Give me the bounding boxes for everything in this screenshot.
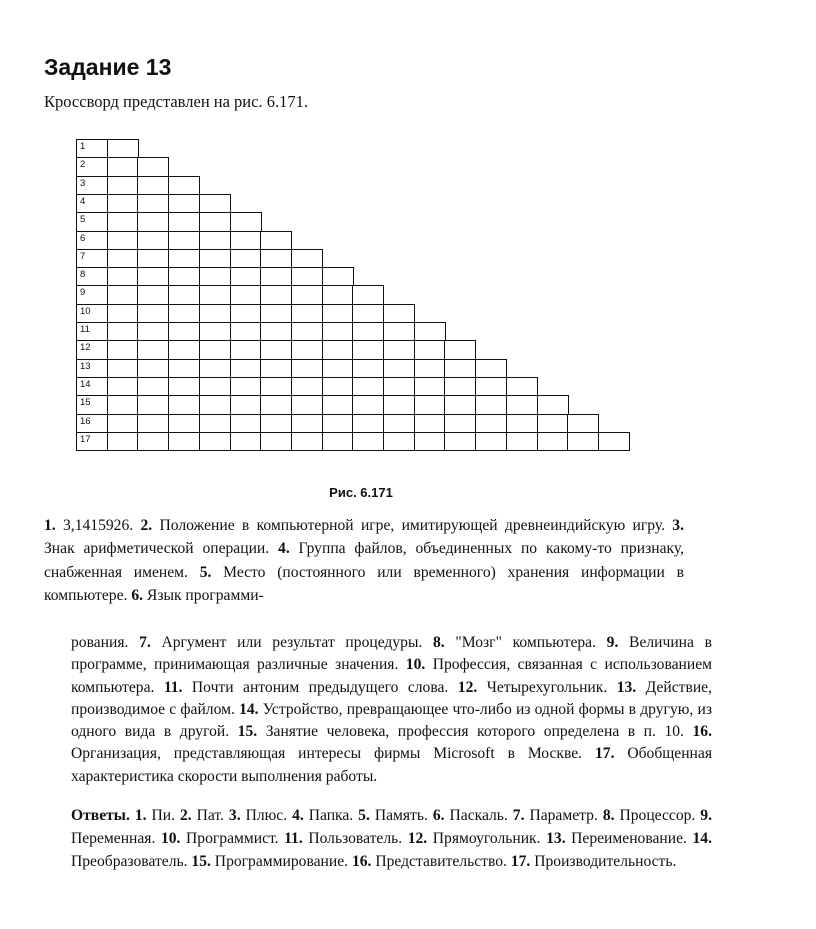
crossword-cell xyxy=(230,322,262,342)
item-text: Папка. xyxy=(303,807,359,824)
crossword-cell xyxy=(137,322,169,342)
crossword-cell xyxy=(137,432,169,452)
item-text: Переменная. xyxy=(71,829,161,847)
item-text: Пользователь. xyxy=(302,829,408,847)
crossword-row-number: 3 xyxy=(80,177,86,189)
item-text: Производительность. xyxy=(530,852,677,870)
crossword-row-number: 14 xyxy=(80,378,91,390)
crossword-cell xyxy=(322,340,354,360)
crossword-cell xyxy=(107,212,139,232)
crossword-cell xyxy=(444,432,476,452)
crossword-row-number: 10 xyxy=(80,305,91,317)
crossword-cell xyxy=(230,432,262,452)
crossword-cell xyxy=(322,322,354,342)
task-heading: Задание 13 xyxy=(44,54,172,80)
item-text: Паскаль. xyxy=(444,807,513,824)
crossword-cell xyxy=(199,304,231,324)
crossword-cell xyxy=(260,377,292,397)
item-text: Прямоугольник. xyxy=(427,829,547,847)
crossword-cell xyxy=(107,359,139,379)
crossword-cell xyxy=(291,359,323,379)
crossword-cell xyxy=(291,340,323,360)
crossword-cell xyxy=(383,304,415,324)
crossword-number-cell xyxy=(76,322,108,342)
crossword-cell xyxy=(137,231,169,251)
item-number: 9. xyxy=(700,807,712,824)
crossword-cell xyxy=(414,395,446,415)
item-number: 10. xyxy=(405,656,426,674)
crossword-cell xyxy=(414,414,446,434)
crossword-cell xyxy=(168,304,200,324)
crossword-row-number: 7 xyxy=(80,250,86,262)
crossword-cell xyxy=(414,432,446,452)
crossword-cell xyxy=(260,414,292,434)
crossword-cell xyxy=(199,414,231,434)
crossword-cell xyxy=(107,157,139,177)
item-number: 14. xyxy=(692,829,712,847)
item-text: Величина в программе, принимающая различные значения. xyxy=(71,634,712,674)
item-text: Параметр. xyxy=(524,807,603,824)
crossword-cell xyxy=(475,359,507,379)
item-number: 17. xyxy=(510,852,531,870)
crossword-number-cell xyxy=(76,432,108,452)
crossword-cell xyxy=(444,359,476,379)
item-text: Язык программи- xyxy=(143,586,264,604)
crossword-cell xyxy=(260,322,292,342)
crossword-cell xyxy=(444,377,476,397)
crossword-cell xyxy=(352,359,384,379)
crossword-number-cell xyxy=(76,285,108,305)
item-text: Программирование. xyxy=(210,852,352,870)
item-number: 8. xyxy=(433,634,445,651)
crossword-cell xyxy=(168,377,200,397)
item-text: 3,1415926. xyxy=(55,517,141,534)
item-number: 2. xyxy=(179,807,192,824)
crossword-cell xyxy=(383,395,415,415)
crossword-cell xyxy=(352,285,384,305)
item-number: 5. xyxy=(199,563,212,581)
crossword-cell xyxy=(322,267,354,287)
crossword-cell xyxy=(322,359,354,379)
crossword-cell xyxy=(475,377,507,397)
crossword-cell xyxy=(598,432,630,452)
crossword-number-cell xyxy=(76,359,108,379)
crossword-cell xyxy=(260,285,292,305)
crossword-cell xyxy=(137,359,169,379)
crossword-cell xyxy=(260,267,292,287)
crossword-cell xyxy=(230,414,262,434)
crossword-number-cell xyxy=(76,231,108,251)
item-text: Обобщенная характеристика скорости выполнения работы. xyxy=(71,745,712,785)
item-text: Представительство. xyxy=(371,852,511,870)
item-text: Профессия, связанная с использованием компьютера. xyxy=(71,656,712,696)
crossword-cell xyxy=(383,340,415,360)
crossword-cell xyxy=(137,340,169,360)
crossword-cell xyxy=(506,395,538,415)
item-text: Действие, производимое с файлом. xyxy=(71,678,712,718)
crossword-row-number: 6 xyxy=(80,232,86,244)
crossword-cell xyxy=(168,231,200,251)
crossword-cell xyxy=(199,432,231,452)
crossword-cell xyxy=(199,377,231,397)
crossword-cell xyxy=(352,395,384,415)
crossword-cell xyxy=(107,231,139,251)
crossword-cell xyxy=(199,395,231,415)
clues-paragraph-1 xyxy=(44,514,684,607)
item-text: Четырехугольник. xyxy=(477,678,617,696)
crossword-cell xyxy=(230,267,262,287)
crossword-cell xyxy=(199,340,231,360)
crossword-number-cell xyxy=(76,249,108,269)
crossword-cell xyxy=(168,340,200,360)
crossword-cell xyxy=(291,377,323,397)
item-number: 4. xyxy=(278,540,290,558)
crossword-cell xyxy=(291,267,323,287)
crossword-cell xyxy=(475,432,507,452)
figure-caption xyxy=(0,485,816,500)
crossword-cell xyxy=(260,304,292,324)
crossword-cell xyxy=(137,304,169,324)
crossword-cell xyxy=(383,322,415,342)
crossword-number-cell xyxy=(76,194,108,214)
crossword-row-number: 13 xyxy=(80,360,91,372)
crossword-cell xyxy=(414,377,446,397)
item-number: 12. xyxy=(407,829,428,847)
crossword-cell xyxy=(291,304,323,324)
crossword-cell xyxy=(322,285,354,305)
item-text: Аргумент или результат процедуры. xyxy=(150,634,433,651)
crossword-cell xyxy=(537,414,569,434)
item-number: 2. xyxy=(140,517,153,534)
crossword-number-cell xyxy=(76,176,108,196)
crossword-cell xyxy=(137,414,169,434)
crossword-cell xyxy=(168,249,200,269)
crossword-cell xyxy=(352,377,384,397)
crossword-row-number: 9 xyxy=(80,287,86,299)
item-text: Пи. xyxy=(146,807,180,824)
crossword-row-number: 5 xyxy=(80,214,86,226)
item-number: 13. xyxy=(616,678,637,696)
crossword-cell xyxy=(230,249,262,269)
item-number: 10. xyxy=(160,829,181,847)
crossword-row-number: 15 xyxy=(80,397,91,409)
item-text: Память. xyxy=(369,807,433,824)
crossword-cell xyxy=(199,322,231,342)
crossword-cell xyxy=(168,322,200,342)
crossword-cell xyxy=(291,395,323,415)
crossword-cell xyxy=(137,212,169,232)
crossword-cell xyxy=(199,212,231,232)
crossword-cell xyxy=(260,432,292,452)
crossword-cell xyxy=(322,414,354,434)
item-number: 11. xyxy=(284,829,303,847)
item-number: 16. xyxy=(351,852,372,870)
item-text: Переименование. xyxy=(565,829,693,847)
crossword-row-number: 17 xyxy=(80,433,91,445)
item-number: 15. xyxy=(191,852,211,870)
crossword-cell xyxy=(107,285,139,305)
crossword-cell xyxy=(352,322,384,342)
item-text: Группа файлов, объединенных по какому-то признаку, снабженная именем. xyxy=(44,540,684,581)
crossword-cell xyxy=(475,414,507,434)
item-text: Преобразователь. xyxy=(71,852,192,870)
crossword-cell xyxy=(168,194,200,214)
figure-caption-text: Рис. 6.171 xyxy=(329,485,393,500)
crossword-cell xyxy=(291,249,323,269)
crossword-number-cell xyxy=(76,395,108,415)
item-number: 6. xyxy=(131,586,144,604)
crossword-cell xyxy=(199,267,231,287)
crossword-cell xyxy=(322,395,354,415)
item-number: 6. xyxy=(432,807,445,824)
crossword-cell xyxy=(137,194,169,214)
crossword-cell xyxy=(168,395,200,415)
crossword-cell xyxy=(107,414,139,434)
crossword-cell xyxy=(137,176,169,196)
crossword-cell xyxy=(414,322,446,342)
crossword-cell xyxy=(567,414,599,434)
crossword-cell xyxy=(414,359,446,379)
item-text: Устройство, превращающее что-либо из одной формы в другую, из одного вида в другой. xyxy=(71,700,713,741)
crossword-row-number: 1 xyxy=(80,141,86,152)
item-number: 7. xyxy=(139,634,151,651)
crossword-cell xyxy=(414,340,446,360)
crossword-cell xyxy=(291,432,323,452)
crossword-cell xyxy=(444,414,476,434)
crossword-cell xyxy=(107,340,139,360)
crossword-row-number: 16 xyxy=(80,415,91,427)
item-number: 8. xyxy=(602,807,615,824)
crossword-number-cell xyxy=(76,157,108,177)
crossword-cell xyxy=(107,267,139,287)
item-text: Знак арифметической операции. xyxy=(44,540,279,558)
crossword-cell xyxy=(230,231,262,251)
crossword-number-cell xyxy=(76,377,108,397)
clues-paragraph-2 xyxy=(71,632,712,788)
crossword-cell xyxy=(537,395,569,415)
crossword-cell xyxy=(199,359,231,379)
crossword-cell xyxy=(322,304,354,324)
crossword-cell xyxy=(230,395,262,415)
crossword-cell xyxy=(260,249,292,269)
crossword-cell xyxy=(137,285,169,305)
crossword-cell xyxy=(352,414,384,434)
crossword-cell xyxy=(260,231,292,251)
crossword-cell xyxy=(291,285,323,305)
item-number: 14. xyxy=(239,700,259,718)
crossword-cell xyxy=(537,432,569,452)
crossword-cell xyxy=(260,359,292,379)
crossword-cell xyxy=(383,414,415,434)
item-text: Почти антоним предыдущего слова. xyxy=(182,678,458,696)
crossword-cell xyxy=(230,285,262,305)
crossword-row-number: 12 xyxy=(80,342,91,354)
crossword-cell xyxy=(444,395,476,415)
item-text: Процессор. xyxy=(614,807,701,824)
item-number: 4. xyxy=(292,807,304,824)
crossword-cell xyxy=(506,414,538,434)
item-number: 12. xyxy=(457,678,478,696)
item-number: 11. xyxy=(163,678,183,696)
crossword-cell xyxy=(168,176,200,196)
task-intro: Кроссворд представлен на рис. 6.171. xyxy=(44,92,308,111)
crossword-cell xyxy=(260,340,292,360)
crossword-cell xyxy=(567,432,599,452)
item-text: "Мозг" компьютера. xyxy=(444,634,607,651)
crossword-cell xyxy=(107,377,139,397)
crossword-cell xyxy=(506,377,538,397)
item-text: Положение в компьютерной игре, имитирующей древнеиндийскую игру. xyxy=(152,517,673,534)
crossword-cell xyxy=(107,194,139,214)
item-number: 3. xyxy=(672,517,684,534)
answers-paragraph xyxy=(71,805,712,873)
crossword-cell xyxy=(291,414,323,434)
crossword-cell xyxy=(168,414,200,434)
crossword-cell xyxy=(199,194,231,214)
crossword-cell xyxy=(260,395,292,415)
crossword-cell xyxy=(107,432,139,452)
crossword-cell xyxy=(168,285,200,305)
crossword-number-cell xyxy=(76,414,108,434)
crossword-row-number: 8 xyxy=(80,269,86,281)
crossword-cell xyxy=(352,340,384,360)
crossword-cell xyxy=(230,212,262,232)
crossword-cell xyxy=(383,377,415,397)
item-number: 7. xyxy=(512,807,525,824)
item-text: рования. xyxy=(71,634,140,651)
item-number: 16. xyxy=(692,723,712,741)
item-text: Пат. xyxy=(191,807,229,824)
crossword-row-number: 4 xyxy=(80,195,86,207)
crossword-number-cell xyxy=(76,304,108,324)
crossword-cell xyxy=(168,212,200,232)
crossword-cell xyxy=(199,231,231,251)
item-number: 5. xyxy=(358,807,370,824)
crossword-cell xyxy=(137,395,169,415)
crossword-number-cell xyxy=(76,340,108,360)
crossword-cell xyxy=(137,267,169,287)
item-text: Место (постоянного или временного) хранения информации в компьютере. xyxy=(44,563,684,604)
crossword-cell xyxy=(383,359,415,379)
item-number: 3. xyxy=(228,807,241,824)
crossword-cell xyxy=(199,249,231,269)
crossword-cell xyxy=(352,432,384,452)
crossword-cell xyxy=(107,395,139,415)
crossword-cell xyxy=(137,377,169,397)
crossword-cell xyxy=(475,395,507,415)
crossword-cell xyxy=(230,340,262,360)
item-number: 1. xyxy=(44,517,56,534)
crossword-cell xyxy=(137,157,169,177)
crossword-number-cell xyxy=(76,212,108,232)
item-number: 13. xyxy=(546,829,566,847)
crossword-cell xyxy=(168,359,200,379)
crossword-cell xyxy=(322,432,354,452)
crossword-cell xyxy=(168,432,200,452)
crossword-cell xyxy=(352,304,384,324)
crossword-cell xyxy=(506,432,538,452)
crossword-cell xyxy=(230,377,262,397)
crossword-cell xyxy=(107,139,139,159)
crossword-cell xyxy=(230,304,262,324)
crossword-cell xyxy=(444,340,476,360)
crossword-cell xyxy=(107,249,139,269)
crossword-cell xyxy=(322,377,354,397)
item-text: Программист. xyxy=(180,829,285,847)
item-number: 17. xyxy=(594,745,615,763)
crossword-number-cell xyxy=(76,267,108,287)
crossword-cell xyxy=(291,322,323,342)
crossword-cell xyxy=(107,304,139,324)
crossword-cell xyxy=(107,322,139,342)
crossword-cell xyxy=(199,285,231,305)
crossword-cell xyxy=(383,432,415,452)
crossword-row-number: 11 xyxy=(80,324,90,335)
item-number: 15. xyxy=(237,723,258,741)
item-text: Занятие человека, профессия которого определена в п. 10. xyxy=(257,723,693,741)
crossword-cell xyxy=(168,267,200,287)
crossword-number-cell xyxy=(76,139,108,159)
item-text: Организация, представляющая интересы фирмы Microsoft в Москве. xyxy=(71,745,595,763)
crossword-cell xyxy=(137,249,169,269)
crossword-cell xyxy=(230,359,262,379)
crossword-row-number: 2 xyxy=(80,159,86,171)
crossword-cell xyxy=(107,176,139,196)
item-number: Ответы. 1. xyxy=(71,807,147,824)
item-number: 9. xyxy=(606,634,619,651)
item-text: Плюс. xyxy=(240,807,293,824)
